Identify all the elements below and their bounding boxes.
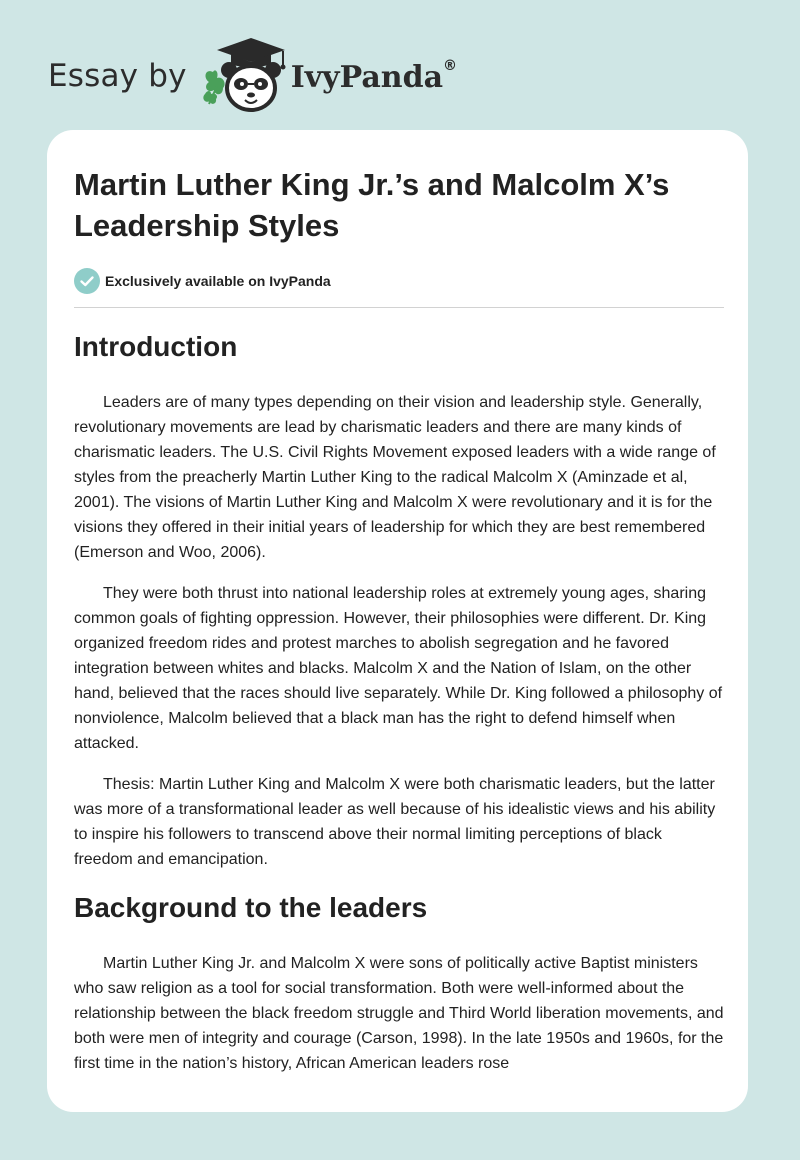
essay-by-label: Essay by <box>48 58 187 94</box>
check-circle-icon <box>74 268 100 294</box>
panda-logo-icon[interactable] <box>199 34 287 114</box>
essay-title: Martin Luther King Jr.’s and Malcolm X’s Leadership Styles <box>74 167 670 243</box>
essay-card <box>47 130 748 1112</box>
ivy-leaf-icon <box>203 70 224 104</box>
paragraph: Martin Luther King Jr. and Malcolm X were sons of politically active Baptist ministers who saw religion as a tool for social transformation. Both were well-informed about the relationship between the black freedom struggle and Third World liberation movements, and both were men of integrity and courage (Carson, 1998). In the late 1950s and 1960s, for the first time in the nation’s history, African American leaders rose <box>74 955 724 1072</box>
essay-content <box>74 164 724 1076</box>
section-heading-introduction: Introduction <box>74 331 238 362</box>
paragraph: They were both thrust into national leadership roles at extremely young ages, sharing common goals of fighting oppression. However, their philosophies were different. Dr. King organized freedom rides and protest marches to abolish segregation and he favored integration between whites and blacks. Malcolm X and the Nation of Islam, on the other hand, believed that the races should live separately. While Dr. King followed a philosophy of nonviolence, Malcolm believed that a black man has the right to defend himself when attacked. <box>74 585 723 752</box>
section-heading-background: Background to the leaders <box>74 892 428 923</box>
exclusive-badge <box>74 268 724 294</box>
exclusive-badge-label: Exclusively available on IvyPanda <box>105 273 331 289</box>
site-header <box>48 34 457 114</box>
panda-face-icon <box>221 62 281 110</box>
paragraph: Leaders are of many types depending on their vision and leadership style. Generally, revolutionary movements are lead by charismatic leaders and there are many kinds of charismatic leaders. The U.S. Civil Rights Movement exposed leaders with a wide range of styles from the preacherly Martin Luther King to the radical Malcolm X (Aminzade et al, 2001). The visions of Martin Luther King and Malcolm X were revolutionary and it is for the visions they offered in their initial years of leadership for which they are best remembered (Emerson and Woo, 2006). <box>74 394 716 561</box>
brand-label: IvyPanda <box>290 59 444 95</box>
paragraph: Thesis: Martin Luther King and Malcolm X were both charismatic leaders, but the latter was more of a transformational leader as well because of his idealistic views and his ability to inspire his followers to transcend above their normal limiting perceptions of black freedom and emancipation. <box>74 776 716 868</box>
brand-name[interactable] <box>290 57 458 95</box>
registered-mark: ® <box>443 57 458 74</box>
title-divider <box>74 307 724 308</box>
